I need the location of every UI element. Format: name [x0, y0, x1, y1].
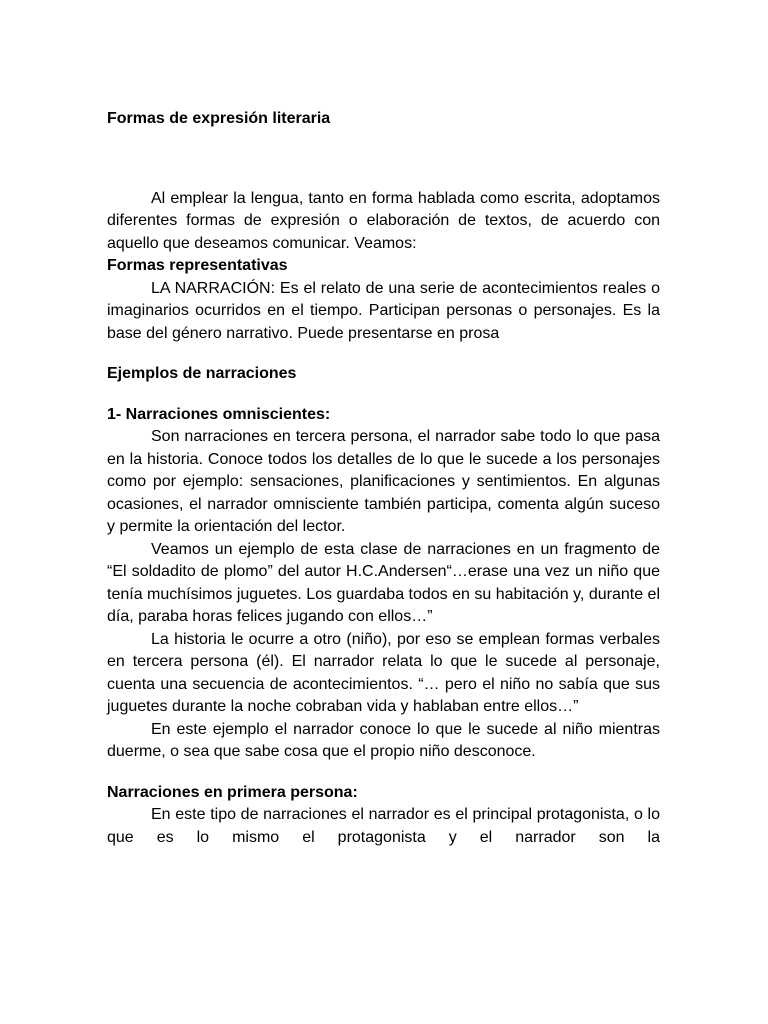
- omniscientes-paragraph-3: La historia le ocurre a otro (niño), por eso se emplean formas verbales en tercera persona (él). El narrador relata lo que le sucede al personaje, cuenta una secuencia de acontecimientos. “… pero el niño no sabía que sus juguetes durante la noche cobraban vida y hablaban entre ellos…”: [107, 630, 660, 715]
- document-body: [107, 108, 660, 849]
- heading-primera-persona: Narraciones en primera persona:: [107, 783, 358, 801]
- intro-paragraph: Al emplear la lengua, tanto en forma hablada como escrita, adoptamos diferentes formas de expresión o elaboración de textos, de acuerdo con aquello que deseamos comunicar. Veamos:: [107, 189, 660, 252]
- heading-narraciones-omniscientes: 1- Narraciones omniscientes:: [107, 405, 331, 423]
- omniscientes-paragraph-1: Son narraciones en tercera persona, el narrador sabe todo lo que pasa en la historia. Conoce todos los detalles de lo que le sucede a los personajes como por ejemplo: sensaciones, planificaciones y sentimientos. En algunas ocasiones, el narrador omnisciente también participa, comenta algún suceso y permite la orientación del lector.: [107, 428, 660, 535]
- heading-ejemplos-narraciones: Ejemplos de narraciones: [107, 365, 297, 382]
- omniscientes-paragraph-2: Veamos un ejemplo de esta clase de narraciones en un fragmento de “El soldadito de plomo” del autor H.C.Andersen“…erase una vez un niño que tenía muchísimos juguetes. Los guardaba todos en su habitación y, durante el día, paraba horas felices jugando con ellos…”: [107, 540, 660, 625]
- narracion-definition-paragraph: LA NARRACIÓN: Es el relato de una serie de acontecimientos reales o imaginarios ocurridos en el tiempo. Participan personas o personajes. Es la base del género narrativo. Puede presentarse en prosa: [107, 279, 660, 342]
- heading-formas-representativas: Formas representativas: [107, 257, 288, 274]
- omniscientes-paragraph-4: En este ejemplo el narrador conoce lo que le sucede al niño mientras duerme, o sea que sabe cosa que el propio niño desconoce.: [107, 720, 660, 760]
- document-title: Formas de expresión literaria: [107, 110, 331, 127]
- primera-persona-paragraph-1: En este tipo de narraciones el narrador es el principal protagonista, o lo que es lo mismo el protagonista y el narrador son la: [107, 806, 660, 846]
